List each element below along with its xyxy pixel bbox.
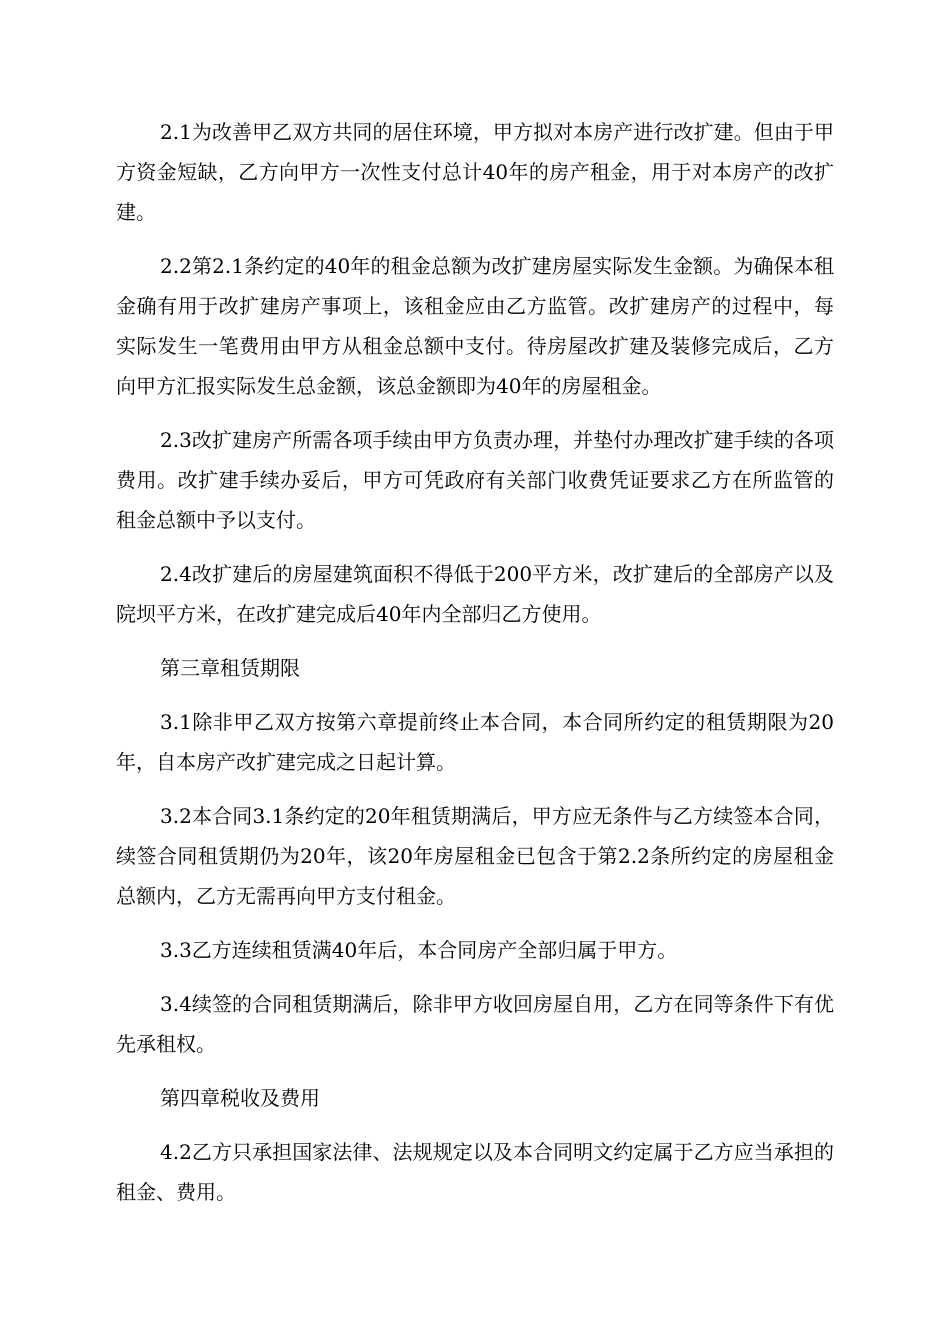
clause-3-3: 3.3乙方连续租赁满40年后，本合同房产全部归属于甲方。 [160,938,678,962]
chapter-4-heading: 第四章税收及费用 [160,1086,320,1110]
clause-3-2: 3.2本合同3.1条约定的20年租赁期满后，甲方应无条件与乙方续签本合同，续签合同租赁期仍为20年，该20年房屋租金已包含于第2.2条所约定的房屋租金总额内，乙方无需再向甲方支付租金。 [116,804,834,908]
clause-2-2: 2.2第2.1条约定的40年的租金总额为改扩建房屋实际发生金额。为确保本租金确有用于改扩建房产事项上，该租金应由乙方监管。改扩建房产的过程中，每实际发生一笔费用由甲方从租金总额中支付。待房屋改扩建及装修完成后，乙方向甲方汇报实际发生总金额，该总金额即为40年的房屋租金。 [116,254,834,398]
clause-2-3: 2.3改扩建房产所需各项手续由甲方负责办理，并垫付办理改扩建手续的各项费用。改扩建手续办妥后，甲方可凭政府有关部门收费凭证要求乙方在所监管的租金总额中予以支付。 [116,428,834,532]
clause-2-1: 2.1为改善甲乙双方共同的居住环境，甲方拟对本房产进行改扩建。但由于甲方资金短缺，乙方向甲方一次性支付总计40年的房产租金，用于对本房产的改扩建。 [116,120,834,224]
clause-4-2: 4.2乙方只承担国家法律、法规规定以及本合同明文约定属于乙方应当承担的租金、费用。 [116,1140,834,1204]
clause-2-4: 2.4改扩建后的房屋建筑面积不得低于200平方米，改扩建后的全部房产以及院坝平方米，在改扩建完成后40年内全部归乙方使用。 [116,562,834,626]
chapter-3-heading: 第三章租赁期限 [160,656,300,680]
document-body [116,112,834,1226]
clause-3-1: 3.1除非甲乙双方按第六章提前终止本合同，本合同所约定的租赁期限为20年，自本房产改扩建完成之日起计算。 [116,710,834,774]
clause-3-4: 3.4续签的合同租赁期满后，除非甲方收回房屋自用，乙方在同等条件下有优先承租权。 [116,992,834,1056]
